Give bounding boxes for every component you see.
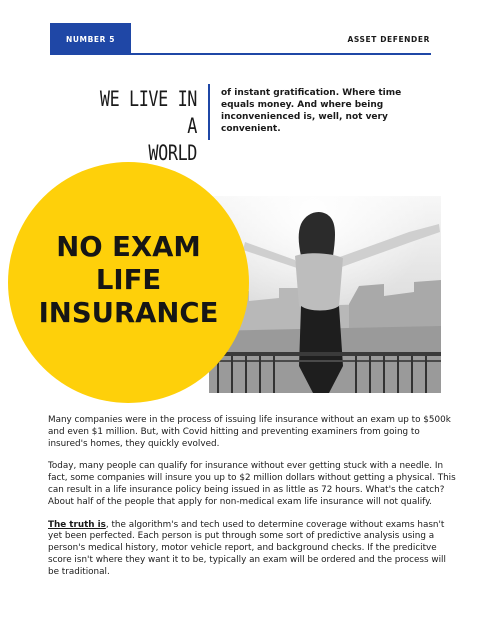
body-paragraph-3 bbox=[48, 520, 458, 579]
brand-label: ASSET DEFENDER bbox=[347, 35, 430, 44]
issue-number-badge: NUMBER 5 bbox=[50, 23, 131, 55]
intro-divider bbox=[208, 84, 210, 140]
feature-title-line-2: LIFE bbox=[95, 264, 162, 296]
header-rule bbox=[131, 53, 431, 55]
intro-heading bbox=[87, 86, 197, 167]
feature-title bbox=[39, 231, 219, 330]
feature-title-line-3: INSURANCE bbox=[38, 297, 219, 329]
article-body bbox=[48, 415, 458, 590]
body-paragraph-3-text: , the algorithm's and tech used to determine coverage without exams hasn't yet been perfected. Each person is put through some sort of predictive analysis using a person's medical history, motor vehicle report, and background checks. If the predicitve score isn't where they want it to be, typically an exam will be ordered and the process will be traditional. bbox=[48, 519, 446, 577]
feature-title-line-1: NO EXAM bbox=[56, 231, 201, 263]
body-paragraph-1: Many companies were in the process of issuing life insurance without an exam up to $500k and even $1 million. But, with Covid hitting and preventing examiners from going to insured's homes, they quickly evolved. bbox=[48, 415, 451, 449]
intro-heading-line-2: WORLD bbox=[148, 141, 197, 165]
truth-is-lead: The truth is bbox=[48, 519, 106, 530]
intro-text: of instant gratification. Where time equals money. And where being inconvenienced is, well, not very convenient. bbox=[221, 88, 402, 134]
body-paragraph-2: Today, many people can qualify for insurance without ever getting stuck with a needle. In fact, some companies will insure you up to $2 million dollars without getting a physical. This can result in a life insurance policy being issued in as little as 72 hours. What's the catch? About half of the people that apply for non-medical exam life insurance will not qualify. bbox=[48, 461, 456, 507]
intro-heading-line-1: WE LIVE IN A bbox=[99, 87, 197, 138]
title-circle bbox=[8, 162, 249, 403]
